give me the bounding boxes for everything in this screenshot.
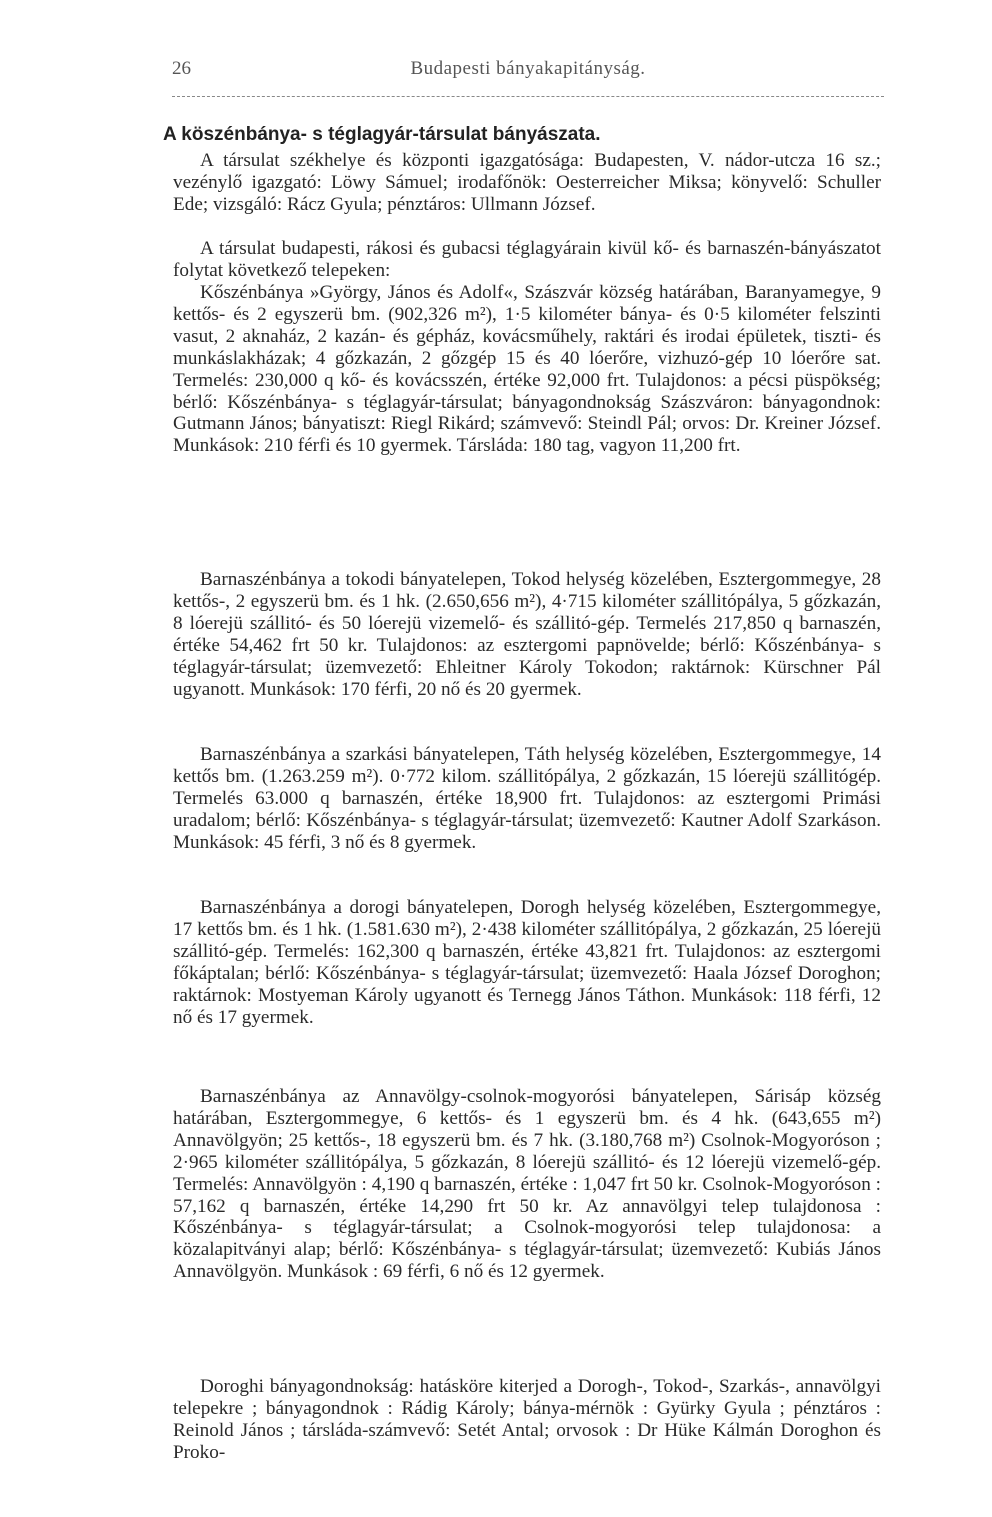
paragraph-szaszvar-mine: Kőszénbánya »György, János és Adolf«, Szászvár község határában, Baranyamegye, 9 kettős- és 2 egyszerü bm. (902,326 m²), 1·5 kilométer bánya- és 0·5 kilométer felszinti vasut, 2 aknaház, 2 kazán- és gépház, kovácsműhely, raktári és irodai épületek, tiszti- és munkáslakházak; 4 gőzkazán, 2 gőzgép 15 és 40 lóerőre, vizhuzó-gép 10 lóerőre sat. Termelés: 230,000 q kő- és kovácsszén, értéke 92,000 frt. Tulajdonos: a pécsi püspökség; bérlő: Kőszénbánya- s téglagyár-társulat; bányagondnokság Szászváron: bányagondnok: Gutmann János; bányatiszt: Riegl Rikárd; számvevő: Steindl Pál; orvos: Dr. Kreiner József. Munkások: 210 férfi és 10 gyermek. Társláda: 180 tag, vagyon 11,200 frt. [173,282,881,457]
running-header [172,58,884,82]
running-title: Budapesti bányakapitányság. [410,58,646,79]
paragraph-company-seat: A társulat székhelye és központi igazgatósága: Budapesten, V. nádor-utcza 16 sz.; vezénylő igazgató: Löwy Sámuel; irodafőnök: Oesterreicher Miksa; könyvelő: Schuller Ede; vizsgáló: Rácz Gyula; pénztáros: Ullmann József. [173,150,881,215]
header-rule [172,96,884,97]
paragraph-company-activities: A társulat budapesti, rákosi és gubacsi téglagyárain kivül kő- és barnaszén-bányászatot folytat következő telepeken: [173,238,881,281]
paragraph-tokod-mine: Barnaszénbánya a tokodi bányatelepen, Tokod helység közelében, Esztergommegye, 28 kettős-, 2 egyszerü bm. és 1 hk. (2.650,656 m²), 4·715 kilométer szállitópálya, 5 gőzkazán, 8 lóerejü szállitó- és 50 lóerejü vizemelő- és szállitó-gép. Termelés 217,850 q barnaszén, értéke 54,462 frt 50 kr. Tulajdonos: az esztergomi papnövelde; bérlő: Kőszénbánya- s téglagyár-társulat; üzemvezető: Ehleitner Károly Tokodon; raktárnok: Kürschner Pál ugyanott. Munkások: 170 férfi, 20 nő és 20 gyermek. [173,569,881,700]
paragraph-szarkas-mine: Barnaszénbánya a szarkási bányatelepen, Táth helység közelében, Esztergommegye, 14 kettős bm. (1.263.259 m²). 0·772 kilom. szállitópálya, 2 gőzkazán, 15 lóerejü szállitógép. Termelés 63.000 q barnaszén, értéke 18,900 frt. Tulajdonos: az esztergomi Primási uradalom; bérlő: Kőszénbánya- s téglagyár-társulat; üzemvezető: Kautner Adolf Szarkáson. Munkások: 45 férfi, 3 nő és 8 gyermek. [173,744,881,853]
paragraph-dorogh-mining-office: Doroghi bányagondnokság: hatásköre kiterjed a Dorogh-, Tokod-, Szarkás-, annavölgyi telepekre ; bányagondnok : Rádig Károly; bánya-mérnök : Gyürky Gyula ; pénztáros : Reinold János ; társláda-számvevő: Setét Antal; orvosok : Dr Hüke Kálmán Doroghon és Proko- [173,1376,881,1463]
paragraph-annavolgy-mine: Barnaszénbánya az Annavölgy-csolnok-mogyorósi bányatelepen, Sárisáp község határában, Esztergommegye, 6 kettős- és 1 egyszerü bm. és 4 hk. (643,655 m²) Annavölgyön; 25 kettős-, 18 egyszerü bm. és 7 hk. (3.180,768 m²) Csolnok-Mogyoróson ; 2·965 kilométer szállitópálya, 5 gőzkazán, 8 lóerejü szállitó- és 12 lóerejü vizemelő-gép. Termelés: Annavölgyön : 4,190 q barnaszén, értéke : 1,047 frt 50 kr. Csolnok-Mogyoróson : 57,162 q barnaszén, értéke 14,290 frt 50 kr. Az annavölgyi telep tulajdonosa : Kőszénbánya- s téglagyár-társulat; a Csolnok-mogyorósi telep tulajdonosa: a közalapitványi alap; bérlő: Kőszénbánya- s téglagyár-társulat; üzemvezető: Kubiás János Annavölgyön. Munkások : 69 férfi, 6 nő és 12 gyermek. [173,1086,881,1283]
page-number: 26 [172,58,191,79]
paragraph-dorogh-mine: Barnaszénbánya a dorogi bányatelepen, Dorogh helység közelében, Esztergommegye, 17 kettős bm. és 1 hk. (1.581.630 m²), 2·438 kilométer szállitópálya, 2 gőzkazán, 25 lóerejü szállitó-gép. Termelés: 162,300 q barnaszén, értéke 43,821 frt. Tulajdonos: az esztergomi főkáptalan; bérlő: Kőszénbánya- s téglagyár-társulat; üzemvezető: Haala József Doroghon; raktárnok: Mostyeman Károly ugyanott és Ternegg János Táthon. Munkások: 118 férfi, 12 nő és 17 gyermek. [173,897,881,1028]
section-title: A köszénbánya- s téglagyár-társulat bányászata. [163,124,601,145]
